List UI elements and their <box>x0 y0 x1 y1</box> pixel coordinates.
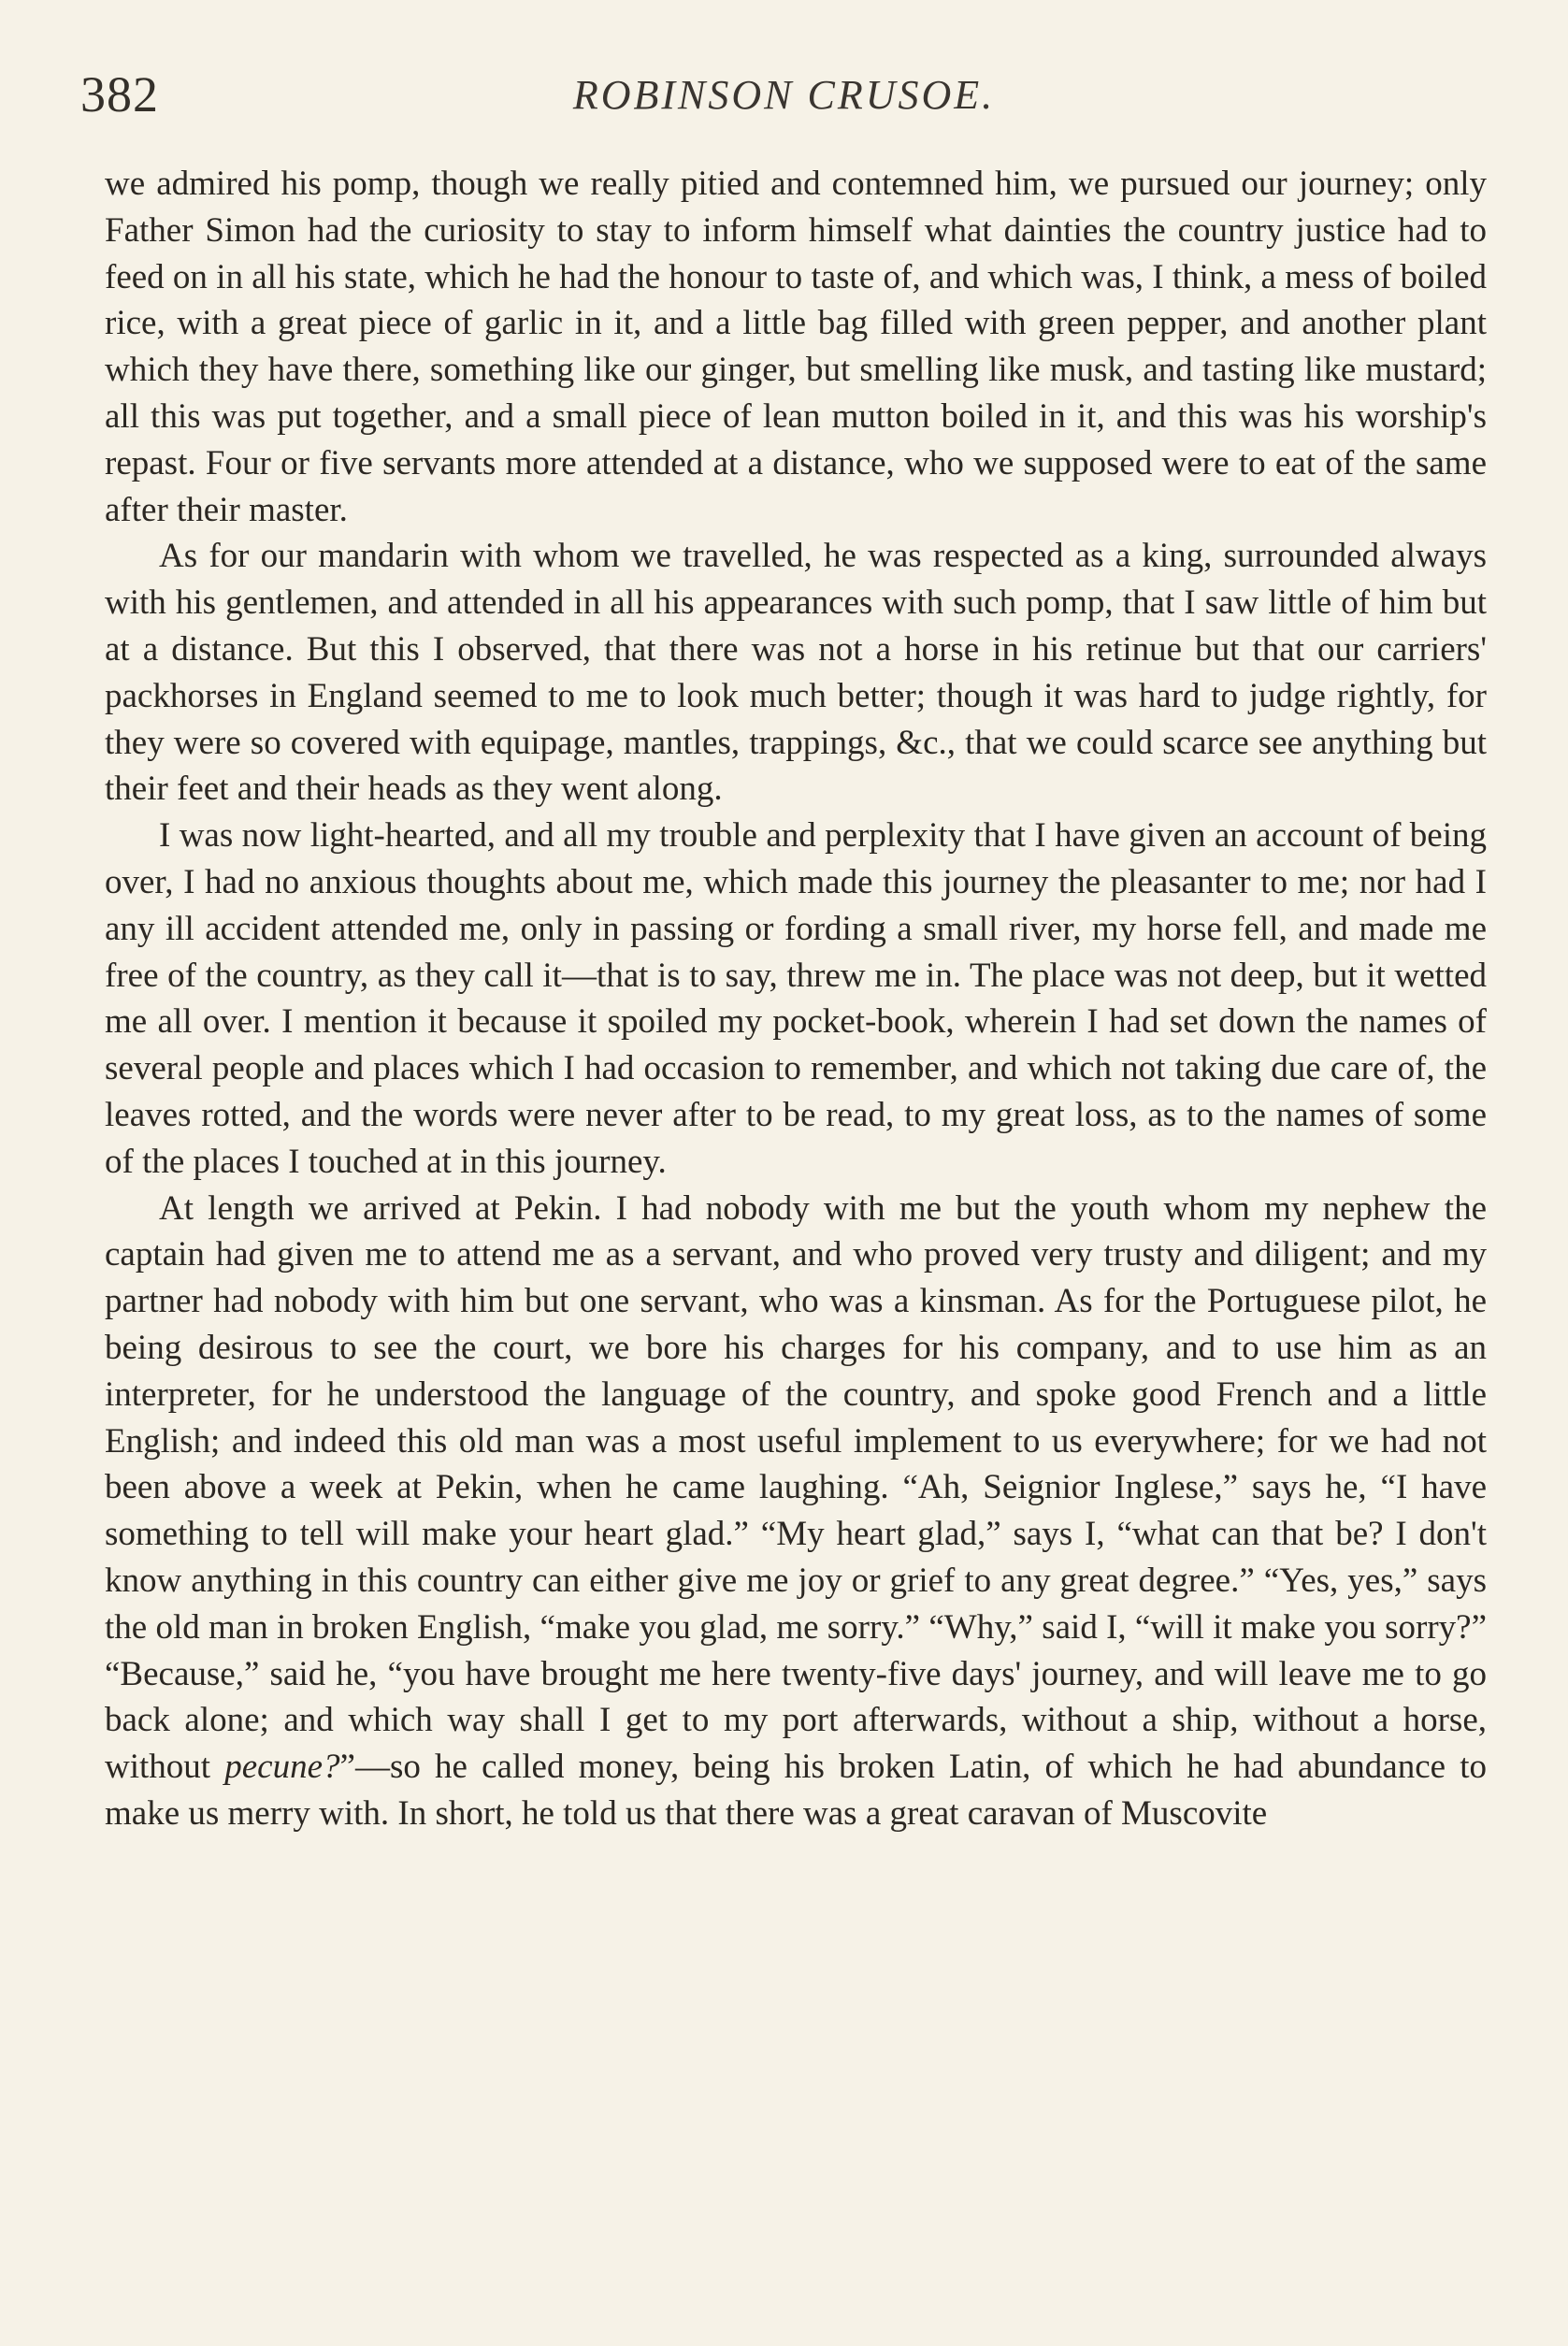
paragraph-pekin-text-end: ”—so he called money, being his broken Latin, of which he had abundance to make us merry with. In short, he told us that there was a great caravan of Muscovite <box>105 1748 1488 1833</box>
paragraph-mandarin: As for our mandarin with whom we travelled, he was respected as a king, surrounded always with his gentlemen, and attended in all his appearances with such pomp, that I saw little of him but at a distance. But this I observed, that there was not a horse in his retinue but that our carriers' packhorses in England seemed to me to look much better; though it was hard to judge rightly, for they were so covered with equipage, mantles, trappings, &c., that we could scarce see anything but their feet and their heads as they went along. <box>105 537 1487 809</box>
italic-word-pecune: pecune? <box>224 1748 340 1787</box>
page-number: 382 <box>80 66 159 122</box>
page-body <box>105 161 1487 1837</box>
paragraph-continuation: we admired his pomp, though we really pitied and contemned him, we pursued our journey; only Father Simon had the curiosity to stay to inform himself what dainties the country justice had to feed on in all his state, which he had the honour to taste of, and which was, I think, a mess of boiled rice, with a great piece of garlic in it, and a little bag filled with green pepper, and another plant which they have there, something like our ginger, but smelling like musk, and tasting like mustard; all this was put together, and a small piece of lean mutton boiled in it, and this was his worship's repast. Four or five servants more attended at a distance, who we supposed were to eat of the same after their master. <box>105 165 1487 529</box>
paragraph-pekin-text: At length we arrived at Pekin. I had nobody with me but the youth whom my nephew the captain had given me to attend me as a servant, and who proved very trusty and diligent; and my partner had nobody with him but one servant, who was a kinsman. As for the Portuguese pilot, he being desirous to see the court, we bore his charges for his company, and to use him as an interpreter, for he understood the language of the country, and spoke good French and a little English; and indeed this old man was a most useful implement to us everywhere; for we had not been above a week at Pekin, when he came laughing. “Ah, Seignior Inglese,” says he, “I have something to tell will make your heart glad.” “My heart glad,” says I, “what can that be? I don't know anything in this country can either give me joy or grief to any great degree.” “Yes, yes,” says the old man in broken English, “make you glad, me sorry.” “Why,” said I, “will it make you sorry?” “Because,” said he, “you have brought me here twenty-five days' journey, and will leave me to go back alone; and which way shall I get to my port afterwards, without a ship, without a horse, without <box>105 1188 1487 1787</box>
running-title: ROBINSON CRUSOE. <box>572 72 996 118</box>
paragraph-pekin <box>105 1186 1487 1837</box>
paragraph-journey: I was now light-hearted, and all my trouble and perplexity that I have given an account of being over, I had no anxious thoughts about me, which made this journey the pleasanter to me; nor had I any ill accident attended me, only in passing or fording a small river, my horse fell, and made me free of the country, as they call it—that is to say, threw me in. The place was not deep, but it wetted me all over. I mention it because it spoiled my pocket-book, wherein I had set down the names of several people and places which I had occasion to remember, and which not taking due care of, the leaves rotted, and the words were never after to be read, to my great loss, as to the names of some of the places I touched at in this journey. <box>105 816 1487 1181</box>
